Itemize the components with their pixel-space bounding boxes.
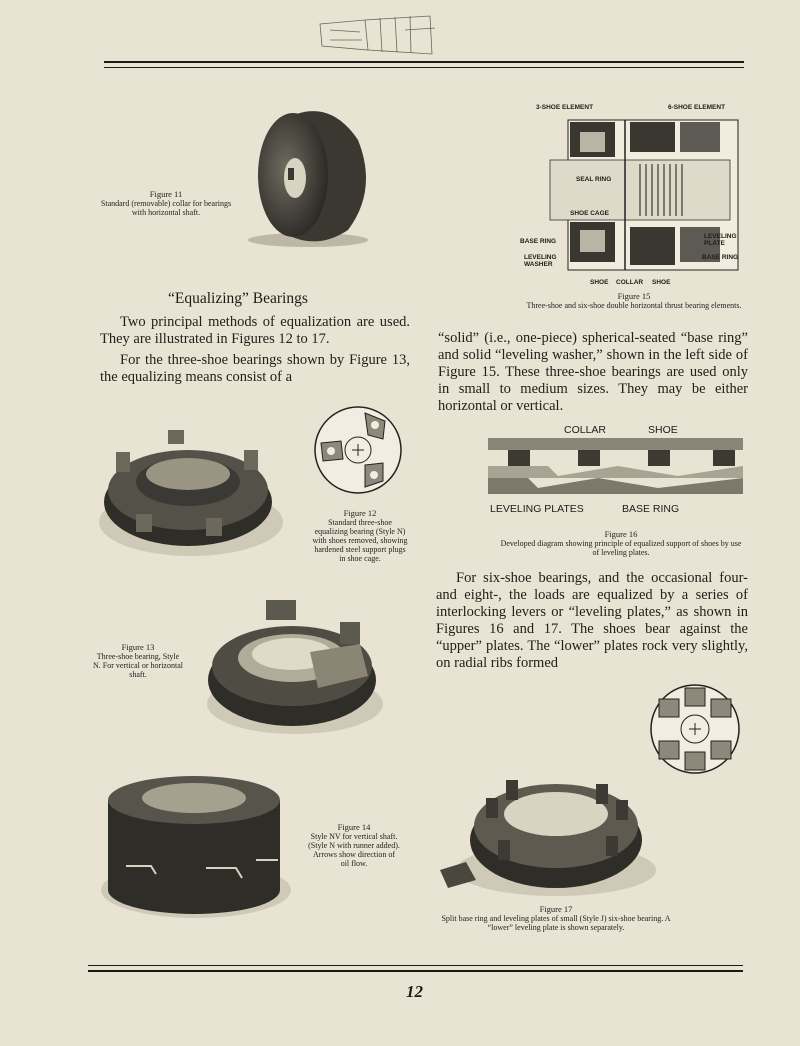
figure-17-diagram — [649, 683, 741, 775]
figure-12-bearing-image — [96, 422, 286, 562]
bottom-rule-thin — [88, 965, 743, 966]
fig15-label-shoe-right: SHOE — [652, 279, 671, 286]
figure-14-title: Figure 14 — [337, 822, 371, 832]
figure-17-text: Split base ring and leveling plates of small (Style J) six-shoe bearing. A “lower” leveling plate is shown separately. — [441, 914, 671, 932]
right-column-text-2 — [436, 570, 748, 676]
figure-11-caption — [96, 190, 236, 217]
right-column-text-1 — [438, 330, 748, 419]
left-paragraph-2: For the three-shoe bearings shown by Figure 13, the equalizing means consist of a — [100, 352, 410, 385]
figure-12-title: Figure 12 — [343, 508, 377, 518]
figure-11-collar-image — [238, 100, 378, 250]
figure-13-caption — [92, 643, 184, 679]
fig15-label-seal-ring: SEAL RING — [576, 176, 612, 183]
fig15-label-shoe-cage: SHOE CAGE — [570, 210, 610, 217]
figure-15-text: Three-shoe and six-shoe double horizontal thrust bearing elements. — [526, 301, 742, 310]
section-heading: “Equalizing” Bearings — [168, 290, 308, 307]
figure-16-title: Figure 16 — [604, 529, 638, 539]
figure-11-text: Standard (removable) collar for bearings with horizontal shaft. — [100, 199, 232, 217]
figure-16-caption — [498, 530, 744, 557]
top-rule-thin — [104, 67, 744, 68]
fig15-label-leveling-washer: LEVELING WASHER — [524, 254, 557, 268]
fig16-label-leveling-plates: LEVELING PLATES — [490, 503, 584, 515]
fig15-label-3-shoe: 3-SHOE ELEMENT — [536, 104, 594, 111]
figure-15-caption — [518, 292, 750, 310]
figure-16-text: Developed diagram showing principle of equalized support of shoes by use of leveling plates. — [500, 539, 742, 557]
top-rule — [104, 61, 744, 63]
fig15-label-shoe-left: SHOE — [590, 279, 609, 286]
figure-13-title: Figure 13 — [121, 642, 155, 652]
fig16-label-collar: COLLAR — [564, 424, 607, 436]
fig15-label-collar: COLLAR — [616, 279, 644, 286]
header-sketch — [310, 10, 440, 60]
fig15-label-base-ring-left: BASE RING — [520, 238, 557, 245]
fig15-label-6-shoe: 6-SHOE ELEMENT — [668, 104, 726, 111]
figure-14-caption — [308, 823, 400, 868]
figure-15-title: Figure 15 — [617, 291, 651, 301]
left-paragraph-1: Two principal methods of equalization are used. They are illustrated in Figures 12 to 17. — [100, 314, 410, 347]
figure-17-bearing-image — [436, 750, 658, 900]
figure-17-title: Figure 17 — [539, 904, 573, 914]
left-column-text — [100, 314, 410, 390]
bottom-rule — [88, 970, 743, 972]
figure-14-bearing-image — [96, 770, 296, 920]
page-number: 12 — [406, 982, 423, 1001]
figure-16-diagram — [488, 430, 743, 500]
figure-12-text: Standard three-shoe equalizing bearing (Style N) with shoes removed, showing hardened steel support plugs in shoe cage. — [312, 518, 408, 563]
fig16-label-base-ring: BASE RING — [622, 503, 680, 515]
fig15-label-leveling-plate: LEVELING PLATE — [704, 233, 737, 247]
fig15-label-base-ring-right: BASE RING — [702, 254, 739, 261]
right-paragraph-2: For six-shoe bearings, and the occasional four- and eight-, the loads are equalized by a series of interlocking levers or “leveling plates,” as shown in Figures 16 and 17. The shoes bear against the “upper” plates. The “lower” plates rock very slightly, on radial ribs formed — [436, 570, 748, 671]
figure-17-caption — [430, 905, 682, 932]
figure-13-text: Three-shoe bearing, Style N. For vertical or horizontal shaft. — [93, 652, 183, 679]
figure-14-text: Style NV for vertical shaft. (Style N with runner added). Arrows show direction of oil flow. — [308, 832, 400, 868]
figure-11-title: Figure 11 — [149, 189, 183, 199]
right-paragraph-1: “solid” (i.e., one-piece) spherical-seated “base ring” and solid “leveling washer,” shown in the left side of Figure 15. These three-shoe bearings are used only in small to medium sizes. They may be either horizontal or vertical. — [438, 330, 748, 414]
figure-12-caption — [312, 509, 408, 563]
figure-12-diagram — [313, 405, 403, 495]
fig16-label-shoe: SHOE — [648, 424, 678, 436]
figure-13-bearing-image — [200, 592, 390, 738]
